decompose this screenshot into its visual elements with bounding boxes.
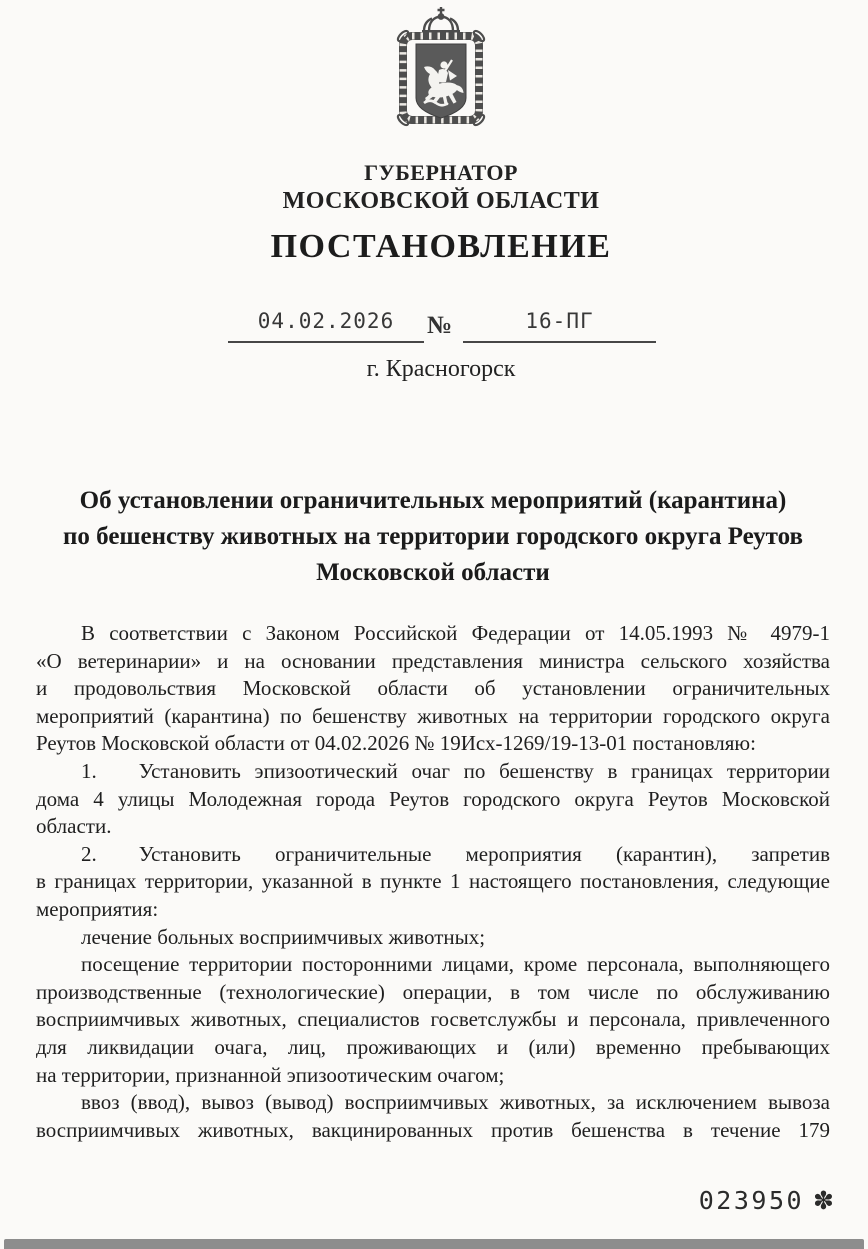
- body-line: В соответствии с Законом Российской Федерации от 14.05.1993 № 4979-1: [81, 621, 830, 645]
- body-line: области.: [36, 814, 112, 839]
- title-line: Московской области: [316, 559, 550, 586]
- body-line: для ликвидации очага, лиц, проживающих и (или) временно пребывающих: [36, 1034, 830, 1059]
- document-date: 04.02.2026: [257, 309, 395, 333]
- body-line: производственные (технологические) операции, в том числе по обслуживанию: [36, 979, 830, 1004]
- org-name-line2: МОСКОВСКОЙ ОБЛАСТИ: [282, 188, 600, 214]
- body-line: восприимчивых животных, специалистов госветслужбы и персонала, привлеченного: [36, 1007, 830, 1032]
- body-line: ввоз (ввод), вывоз (вывод) восприимчивых животных, за исключением вывоза: [81, 1090, 830, 1115]
- number-sign: №: [427, 312, 453, 339]
- body-line: в границах территории, указанной в пункте 1 настоящего постановления, следующие: [36, 869, 830, 894]
- org-name-line1: ГУБЕРНАТОР: [364, 160, 518, 185]
- registration-stamp: [699, 1186, 834, 1215]
- scan-edge-bar: [4, 1239, 864, 1249]
- document-body: [36, 620, 830, 1144]
- body-line: восприимчивых животных, вакцинированных против бешенства в течение 179: [36, 1117, 830, 1142]
- body-line: мероприятий (карантина) по бешенству животных на территории городского округа: [36, 703, 830, 728]
- body-line: Реутов Московской области от 04.02.2026 № 19Исх-1269/19-13-01 постановляю:: [36, 731, 756, 756]
- body-line: 2. Установить ограничительные мероприятия (карантин), запретив: [81, 841, 830, 866]
- issue-place: г. Красногорск: [366, 356, 516, 382]
- crown-icon: [424, 7, 458, 31]
- stamp-number: 023950: [698, 1186, 805, 1215]
- body-line: на территории, признанной эпизоотическим очагом;: [36, 1062, 505, 1087]
- date-underline: [228, 341, 424, 343]
- document-title: [36, 483, 830, 591]
- title-line: по бешенству животных на территории городского округа Реутов: [63, 523, 803, 550]
- body-line: лечение больных восприимчивых животных;: [81, 924, 486, 949]
- body-line: «О ветеринарии» и на основании представления министра сельского хозяйства: [36, 648, 830, 673]
- body-line: 1. Установить эпизоотический очаг по бешенству в границах территории: [81, 758, 830, 783]
- body-line: и продовольствия Московской области об установлении ограничительных: [36, 676, 830, 701]
- title-line: Об установлении ограничительных мероприятий (карантина): [79, 487, 787, 514]
- body-line: дома 4 улицы Молодежная города Реутов городского округа Реутов Московской: [36, 786, 830, 811]
- document-number: 16-ПГ: [525, 309, 594, 333]
- body-line: посещение территории посторонними лицами, кроме персонала, выполняющего: [81, 952, 830, 977]
- number-underline: [463, 341, 656, 343]
- body-line: мероприятия:: [36, 896, 159, 921]
- coat-of-arms-moscow-oblast: [391, 4, 491, 130]
- coat-of-arms-icon: [391, 4, 491, 130]
- stamp-asterisk-icon: ✽: [813, 1186, 834, 1215]
- document-type-heading: ПОСТАНОВЛЕНИЕ: [270, 228, 612, 265]
